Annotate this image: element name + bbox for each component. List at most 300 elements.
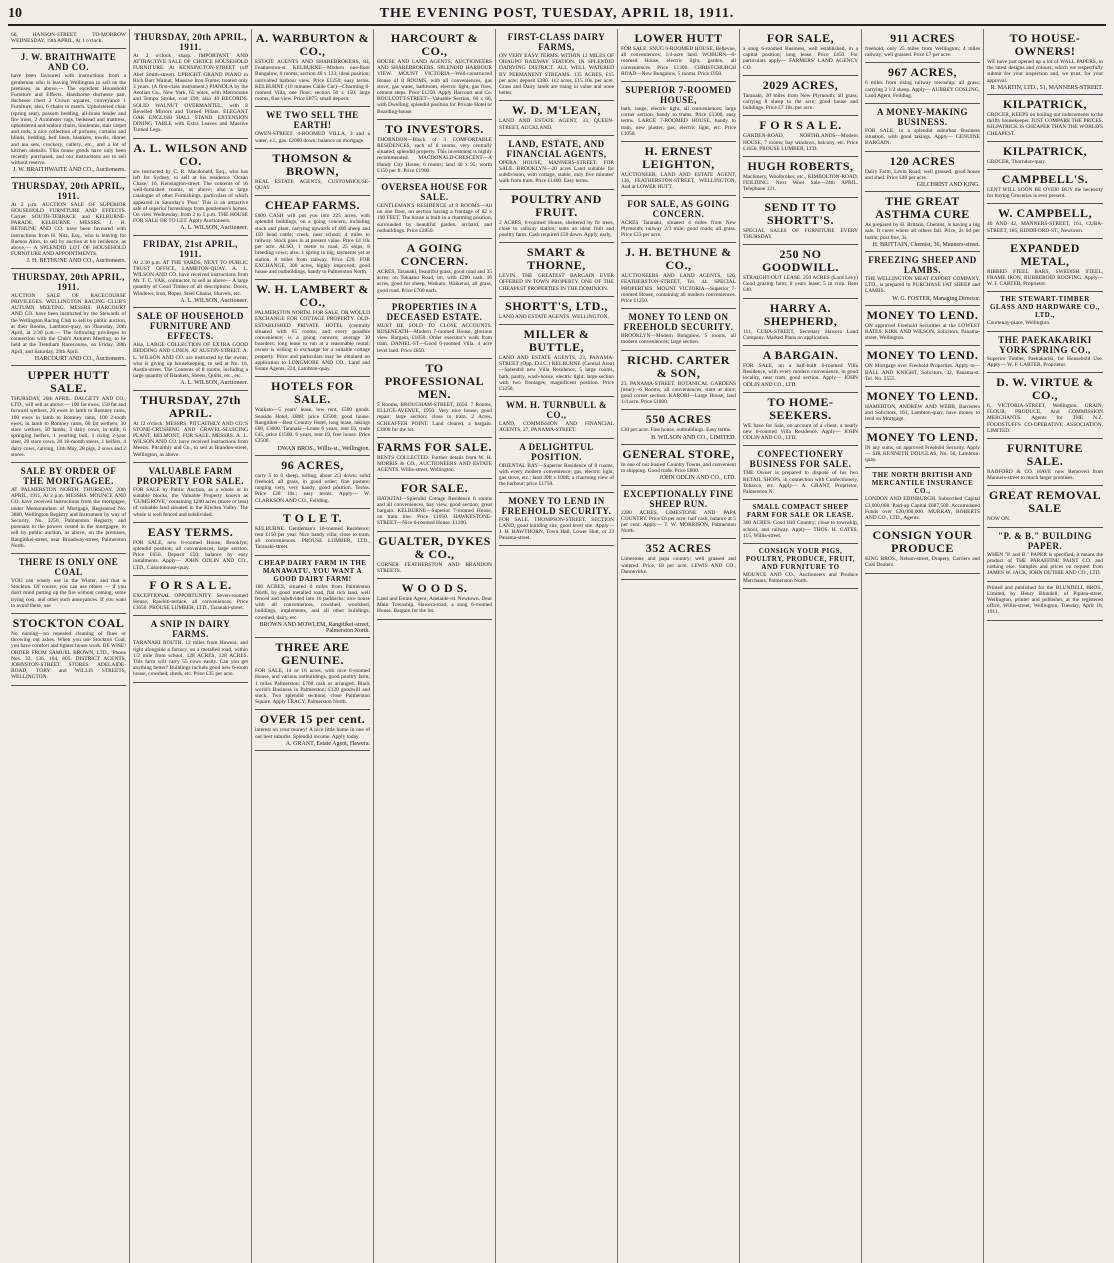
ad-body: ACRES Taranaki, situated 4 miles from New Plymouth; railway 2/3 mile; good roads; all grass. Price £23 per acre. — [621, 219, 736, 239]
ad-body: RENTS COLLECTED. Further details from W. H. MORRIS & CO., AUCTIONEERS AND ESTATE AGENTS. Willis-street, Wellington. — [377, 454, 492, 474]
column-3 — [252, 29, 374, 1263]
ad-heading: A BARGAIN. — [762, 348, 839, 363]
ad-heading: EXPANDED METAL, — [1010, 240, 1080, 268]
advertisement — [377, 29, 492, 120]
ad-body: LENT WILL SOON BE OVER! BUY the necessity for buying Groceries is ever present. — [987, 187, 1103, 200]
advertisement — [255, 638, 370, 710]
ad-signature: R. MARTIN, LTD., 51, MANNERS-STREET. — [990, 84, 1103, 91]
ad-body: 180 ACRES, situated 6 miles from Palmerston North, by good metalled road, flat rich land, well fenced and subdivided into 16 paddocks; nice house with all conveniences, cowshed, woolshed, buildings, implements, and all other buildings; cowshed, dairy, etc. — [255, 583, 370, 621]
ad-heading: GENERAL STORE, — [622, 446, 735, 461]
ad-heading: 911 ACRES — [890, 31, 955, 45]
advertisement — [987, 373, 1103, 439]
ad-heading: W. D. M'LEAN, — [511, 103, 602, 118]
ad-heading: 120 ACRES — [889, 153, 956, 168]
ad-heading: VALUABLE FARM PROPERTY FOR SALE. — [136, 465, 245, 486]
ad-body: THE WELLINGTON MEAT EXPORT COMPANY, LTD., is prepared to PURCHASE FAT SHEEP and LAMBS. — [865, 276, 980, 295]
ad-body: THURSDAY, 20th APRIL. DALGETY AND CO., LTD., will sell as above:— 100 fat ewes, 150 fat and forward wethers, 20 ewes in lamb to Romney rams, 100 ewes in lamb to Romney rams, 100 2-tooth ewes, in lamb to Romney rams, 60 fat wethers, 30 store wethers, 50 lambs, 3 dairy cows, in milk, 6 springing heifers, 1 yearling bull, 1 rising 2-year steer, 20 store cows, 20 18-month steers, 1 heifers, 4 dairy cows, calving, 13th May, 28 pigs, 2 sows and 2 stores. — [11, 395, 126, 458]
ad-body: 111, CUBA-STREET, Secretary Hawera Land Company. Marked Plans on application. — [743, 328, 858, 341]
advertisement — [133, 236, 248, 308]
advertisement — [133, 523, 248, 576]
ad-body: £30 per acre. Fine house, outbuildings. Easy terms. — [621, 427, 732, 434]
ad-heading: CHEAP FARMS. — [264, 198, 361, 213]
advertisement — [743, 544, 858, 589]
advertisement — [987, 332, 1103, 373]
ad-body: LAND AND ESTATE AGENTS, WELLINGTON. — [499, 313, 609, 320]
ad-body: LAND AND ESTATE AGENTS, 23, PANAMA-STREET (Opp. D.I.C.) KELBURNE (Central Area)—Splendid new Villa Residence, 5 large rooms, bath, pantry, wash-house, electric light; large section with two frontages; magnificent position. Price £1250. — [499, 355, 614, 393]
ad-heading: STOCKTON COAL — [12, 616, 125, 630]
advertisement — [621, 445, 736, 486]
advertisement — [987, 95, 1103, 142]
column-7 — [740, 29, 862, 1263]
ad-heading: 352 ACRES — [645, 541, 712, 556]
ad-heading: TO HOUSE-OWNERS! — [1009, 31, 1081, 58]
advertisement — [377, 359, 492, 438]
advertisement — [133, 576, 248, 617]
ad-body: At 2 p.m. AUCTION SALE OF SUPERIOR HOUSEHOLD FURNITURE AND EFFECTS. Corner SOUTH-TERRACE and KELBURNE-PARADE, KELBURNE. MESSRS. J. H. BETHUNE AND CO. have been favoured with instructions from H. Nitz, Esq., who is leaving for Buenos Aires, to sell by auction at his residence, as above,— A SPLENDID LOT OF HOUSEHOLD FURNITURE AND APPOINTMENTS. — [11, 201, 126, 258]
advertisement — [11, 614, 126, 686]
advertisement — [11, 269, 126, 366]
ad-signature: H. BRITTAIN, Chemist, 36, Manners-street. — [872, 241, 980, 248]
ad-heading: D. W. VIRTUE & CO., — [996, 375, 1094, 403]
ad-body: HAMERTON, ANDREW AND WEBB, Barristers and Solicitors, 161, Lambton-quay, have money to lend on Mortgage. — [865, 404, 980, 423]
ad-heading: RICHD. CARTER & SON, — [627, 352, 730, 380]
ad-signature: DWAN BROS., Willis-st., Wellington. — [277, 445, 370, 452]
advertisement — [743, 346, 858, 393]
ad-heading: FURNITURE SALE. — [1007, 441, 1083, 469]
ad-body: Also, LARGE COLLECTION OF EXTRA GOOD BEDDING AND LINEN. AT AUSTIN-STREET. A. L. WILSON AND CO. are instructed by the owner, who is giving up housekeeping, to sell at No. 16, Austin-street. The Contents of 8 rooms, including a large quantity of Blankets, Sheets, Quilts, etc., etc. — [133, 342, 248, 380]
ad-body: In one of our busiest Country Towns, and convenient to shipping. Good trade. Price £800. — [621, 461, 736, 475]
ad-signature: A. L. WILSON, Auctioneer. — [180, 297, 248, 304]
ad-heading: SEND IT TO SHORTT'S. — [764, 199, 837, 227]
advertisement — [865, 29, 980, 63]
column-1 — [8, 29, 130, 1263]
ad-heading: F O R S A L E. — [759, 118, 842, 133]
advertisement — [11, 49, 126, 177]
advertisement — [987, 439, 1103, 486]
ad-body: ACRES, Taranaki, beautiful grass, good road and 35 acres: on Tokaanu Road, lot, with £200 cash. 16 acres, good for sheep, Waikato, Waikenui, all grass, good road. Price £700 each. — [377, 269, 492, 294]
ad-body: ESTATE AGENTS AND SHAREBROKERS, 84, Featherston-st. KELBURNE—Modern one-floor Bungalow, 6 rooms; section 40 x 133; ideal position; unrivalled harbour view. Price £1250; easy terms. KELBURNE (10 minutes Cable Car)—Charming 6-roomed Villa, one floor; section 50 x 150; large rooms, fine view. Price £875; small deposit. — [255, 59, 370, 103]
ad-body: 2280 ACRES, LIMESTONE AND PAPA COUNTRY. Price £6 per acre; half cash, balance at 5 per cent. Apply— T. W. MORRISON, Palmerston North. — [621, 509, 736, 535]
ad-body: have been favoured with instructions from a gentleman who is leaving Wellington to sell on the premises, as above,— The excellent Household Furniture and Effects. Handsome duchesse pair, duchesse chest 2 Crown squares, conveyance 1 Furniture; also, 6 chairs to match. Upholstered chair (spring seat), possum bedding, all-brass fender and fire irons, 2 Axminster rugs, bedstead and mattress, upholstered and walnut chairs, linoleums, stair carpet and rods, a nice collection of pictures, curtains and blinds, bedding, bed linen, blankets, towels, dinner and tea sets, crockery, cutlery, etc., and a lot of kitchen utensils. This house goods have only been recently purchased, and our instructions are to sell without reserve. — [11, 73, 126, 167]
ad-body: THE Owner is prepared to dispose of his two RETAIL SHOPS, in connection with Confectionery, Tobacco, etc. Apply— A. GRANT, Proprietor, Palmerston N. — [743, 470, 858, 496]
ad-body: At 12 o'clock. MESSRS. PITCAITHLY AND CO.'S STONE-CRUSHING AND GRAVEL-SLUICING PLANT, BELMONT, FOR SALE. MESSRS. A. L. WILSON AND CO. have received instructions from Messrs. Pitcaithly and Co., to sell at Brandon-street, Wellington, as above. — [133, 420, 248, 458]
ad-heading: UPPER HUTT SALE. — [27, 367, 110, 395]
ad-heading: CONSIGN YOUR PIGS, POULTRY, PRODUCE, FRUIT, AND FURNITURE TO — [745, 546, 856, 571]
ad-body: MOUNCE AND CO., Auctioneers and Produce Merchants, Palmerston North. — [743, 571, 858, 585]
ad-signature: BROWN AND MOWLEM, Rangitikei-street, Palmerston North. — [259, 621, 370, 634]
ad-heading: THURSDAY, 20th APRIL, 1911. — [12, 180, 125, 201]
ad-heading: GUALTER, DYKES & CO., — [378, 533, 491, 561]
advertisement — [499, 29, 614, 101]
advertisement — [11, 463, 126, 554]
advertisement — [377, 239, 492, 299]
ad-body: a snug 6-roomed Business, well established, in a capital position; long lease. Price £450. For particulars apply— FARMERS' LAND AGENCY CO. — [743, 46, 858, 71]
ad-body: ON approved Freehold Securities at the LOWEST RATES. KIRK AND WILSON, Solicitors, Panama-street, Wellington. — [865, 322, 980, 342]
advertisement — [865, 346, 980, 387]
ad-body: RADFORD & CO. HAVE now Removed from Manners-street to much larger premises. — [987, 469, 1103, 482]
advertisement — [743, 157, 858, 198]
ad-body: No nursing—no repeated cleaning of flues or throwing out ashes. When you use Stockton Coal, you have comfort and lighter house work. BE WISE! ORDER FROM SAMUEL BROWN, LTD., 'Phone Nos. 32, 136, 164, 805. DISTRICT AGENTS, JOHNSTON-STREET. STORES: ADELAIDE-ROAD, TORY and WILLIS STREETS, WELLINGTON. — [11, 631, 126, 681]
ad-body: FOR SALE, 14 or 16 acres, with nice 6-roomed House, and various outbuildings, good poultry farm; 1 miles Palmerston; £700 cash or arranged. Black world's Business in Palmerston; £120 goodwill and stock. Two splendid sections, close Palmerston Square. Apply TRACY, Palmerston North. — [255, 668, 370, 706]
ad-body: LAND, COMMISSION AND FINANCIAL AGENTS, 27, PANAMA-STREET. — [499, 421, 614, 434]
advertisement — [621, 309, 736, 350]
ad-heading: KILPATRICK, — [1002, 97, 1088, 112]
ad-heading: SHORTT'S, LTD., — [505, 298, 608, 313]
advertisement — [621, 196, 736, 244]
ad-heading: A SNIP IN DAIRY FARMS. — [150, 619, 231, 640]
advertisement — [11, 554, 126, 614]
advertisement — [133, 391, 248, 463]
ad-heading: MONEY TO LEND. — [866, 429, 979, 444]
ad-heading: FRIDAY, 21st APRIL, 1911. — [143, 238, 238, 259]
ad-body: GARDEN-ROAD, NORTHLANDS—Modern HOUSE, 7 rooms; bay windows, balcony, etc. Price £1650. PROUSE LUMBER, LTD. — [743, 133, 858, 152]
ad-heading: 550 ACRES — [645, 412, 712, 427]
advertisement — [133, 29, 248, 139]
ad-body: RIBBED STEEL BARS, SWEDISH STEEL, FRAME IRON, RUBBEROID ROOFING. Apply— W. F. CARTER, Proprietor. — [987, 268, 1103, 288]
ad-heading: EASY TERMS. — [147, 524, 234, 539]
advertisement — [499, 325, 614, 397]
ad-heading: OVER 15 per cent. — [259, 712, 366, 727]
advertisement — [499, 297, 614, 325]
ad-body: freehold, only 25 miles from Wellington; 4 miles railway; well grassed. Price £7 per acre. — [865, 46, 980, 59]
advertisement — [987, 170, 1103, 204]
ad-body: AUCTIONEER, LAND AND ESTATE AGENT, 136, FEATHERSTON-STREET, WELLINGTON, And at LOWER HUTT. — [621, 172, 736, 191]
ad-body: Superior Timber, Paekakariki, for Household Use. Apply— W. F. CARTER, Proprietor. — [987, 355, 1103, 368]
ad-heading: F O R S A L E. — [149, 577, 232, 592]
ad-body: WHEN "P. and B." PAPER is specified, it means the product of THE PARAFFINE PAINT CO. and nothing else. Samples and prices on request from JAMES W. JACK, JOHN DUTHIE AND CO., LTD. — [987, 551, 1103, 577]
advertisement — [743, 393, 858, 447]
advertisement — [133, 139, 248, 236]
advertisement — [499, 190, 614, 244]
ad-heading: POULTRY AND FRUIT. — [511, 191, 602, 219]
column-2 — [130, 29, 252, 1263]
ad-body: 5 Rooms, BROUGHAM-STREET, £650. 7 Rooms, ELLICE-AVENUE, £950. Very nice house; good repair; large section; close to tram. 2 Acres, SCHEAFFER POINT. Land cleared, a bargain. £1800 for the lot. — [377, 401, 492, 433]
ad-body: interest on your money! A nice little home in one of our best suburbs. Splendid income. Apply today. — [255, 727, 370, 740]
advertisement — [499, 136, 614, 190]
ad-body: BROOKLYN—Modern Bungalow, 5 rooms, all modern conveniences; large section. — [621, 333, 736, 346]
ad-body: Dairy Farm, Levin Road; well grassed; good house and shed. Price £40 per acre. — [865, 168, 980, 181]
ad-heading: OVERSEA HOUSE FOR SALE. — [381, 182, 488, 203]
ad-heading: THE NORTH BRITISH AND MERCANTILE INSURANCE CO., — [871, 471, 974, 496]
ad-heading: SMALL COMPACT SHEEP FARM FOR SALE OR LEASE. — [746, 503, 855, 520]
advertisement — [987, 29, 1103, 95]
advertisement — [11, 29, 126, 49]
ad-signature: A. GRANT, Estate Agent, Hawera. — [285, 740, 370, 747]
advertisement — [499, 439, 614, 493]
advertisement — [987, 292, 1103, 331]
ad-heading: J. H. BETHUNE & CO., — [625, 245, 732, 273]
advertisement — [865, 387, 980, 428]
ad-heading: PROPERTIES IN A DECEASED ESTATE. — [386, 301, 483, 322]
column-8 — [862, 29, 984, 1263]
ad-heading: 967 ACRES, — [887, 65, 957, 80]
ad-body: IN any sums, on approved Freehold Security. Apply— SIR KENNETH DOUGLAS, No. 56, Lambton-quay. — [865, 444, 980, 464]
ad-body: Printed and published for the BLUNDELL BROS., Limited, by Henry Blundell, of Pipitea-street, Wellington, printer and publisher, at the registered office, Willis-street, Wellington, Tuesday, April 18, 1911. — [987, 584, 1103, 616]
advertisement — [865, 192, 980, 252]
ad-body: FOR SALE. SNUG 6-ROOMED HOUSE, Bellevue, all conveniences; 1/4-acre land. WOBURN—6-roomed House, electric light, garden, all conveniences. Price £1300. CHRISTCHURCH ROAD—New Bungalow, 5 rooms. Price £950. — [621, 46, 736, 77]
advertisement — [377, 179, 492, 239]
ad-body: AT PALMERSTON NORTH. THURSDAY, 20th APRIL, 1911. At 2 p.m. MESSRS. MOUNCE AND CO. have received instructions from the mortgagee, under Memorandum of Mortgage, Registered No. 3880, Wellington Registry and Instrument by way of Security, No. 3250, Palmerston Registry, and pursuant to the powers vested in the mortgagee, to sell by public auction, as above, on the premises, Rangitikei-street, near Broadway-street, Palmerston North. — [11, 486, 126, 549]
ad-signature: J. H. BETHUNE AND CO., Auctioneers. — [26, 258, 126, 265]
ad-body: KELBURNE. Gentleman's 10-roomed Residence; rent £150 per year. Nice handy villa; close to tram, all conveniences. PROUSE LUMBER, LTD., Taranaki-street. — [255, 525, 370, 551]
advertisement — [743, 446, 858, 500]
ad-body: PALMERSTON NORTH. FOR SALE, OR WOULD EXCHANGE FOR COTTAGE PROPERTY. OLD-ESTABLISHED PRIVATE HOTEL (centrally situated with 65 rooms, and every possible convenience; is a going concern; average 30 boarders; long lease to run at a reasonable rental; owner is willing to exchange for a suitable cottage property. Price and particulars may be obtained on application to LONGMORE AND CO., Land and Estate Agents, 224, Lambton-quay. — [255, 310, 370, 373]
advertisement — [255, 29, 370, 107]
ad-body: At 2.30 p.m. AT THE YARDS, NEXT TO PUBLIC TRUST OFFICE, LAMBTON-QUAY. A. L. WILSON AND CO. have received instructions from Mr. T. C. VAK, contractor, to sell as above— A large quantity of Good Timber of all descriptions: Doors, Windows, Iron, Ropes, Steel Chains, Shovels, etc. — [133, 259, 248, 297]
ad-heading: SMART & THORNE, — [526, 245, 587, 273]
advertisement — [499, 493, 614, 547]
column-5 — [496, 29, 618, 1263]
ad-body: Taranaki, 20 miles from New Plymouth; all grass, carrying 8 sheep to the acre; good house and buildings. Price £7 10s. per acre. — [743, 92, 858, 112]
ad-body: 6, VICTORIA-STREET, Wellington. GRAIN, FLOUR, PRODUCE, And COMMISSION MERCHANTS. Agents for THE N.Z. FOODSTUFFS CO-OPERATIVE ASSOCIATION, LIMITED. — [987, 403, 1103, 434]
ad-heading: FOR SALE. — [400, 480, 469, 495]
ad-heading: A GOING CONCERN. — [400, 241, 469, 269]
ad-heading: THE STEWART-TIMBER GLASS AND HARDWARE CO., LTD., — [989, 295, 1101, 320]
ad-heading: A. WARBURTON & CO., — [255, 31, 370, 58]
ad-heading: MONEY TO LEND. — [866, 348, 979, 363]
masthead — [8, 6, 1106, 26]
advertisement — [621, 142, 736, 196]
advertisement — [865, 152, 980, 193]
column-9 — [984, 29, 1106, 1263]
ad-heading: A DELIGHTFUL POSITION. — [519, 441, 594, 462]
ad-heading: MONEY TO LEND. — [866, 307, 979, 322]
advertisement — [743, 198, 858, 245]
advertisement — [865, 252, 980, 306]
advertisement — [621, 351, 736, 411]
ad-signature: B. WILSON AND CO., LIMITED. — [651, 434, 736, 441]
ad-heading: HOTELS FOR SALE. — [271, 379, 354, 407]
ad-heading: HARRY A. SHEPHERD, — [763, 300, 838, 328]
ad-heading: FOR SALE, — [766, 31, 835, 45]
advertisement — [255, 556, 370, 639]
advertisement — [743, 116, 858, 157]
ad-body: LONDON AND EDINBURGH. Subscribed Capital £3,000,000. Paid-up Capital £687,500. Accumulated Funds over £20,000,000. MURRAY, ROBERTS AND CO., LTD., Agents. — [865, 496, 980, 521]
ad-body: AUCTIONEERS AND LAND AGENTS, 126, FEATHERSTON-STREET, Tel. 44. SPECIAL PROPERTIES. MOUNT VICTORIA—Superior 7-roomed House, containing all modern conveniences. Price £1250. — [621, 273, 736, 305]
ad-heading: MILLER & BUTTLE, — [523, 327, 590, 355]
advertisement — [499, 243, 614, 297]
ad-signature: A. L. WILSON, Auctioneer. — [180, 225, 248, 232]
ad-heading: TO INVESTORS. — [385, 121, 484, 136]
ad-body: REAL ESTATE AGENTS, CUSTOMHOUSE-QUAY. — [255, 178, 370, 192]
advertisement — [377, 579, 492, 620]
advertisement — [255, 377, 370, 455]
ad-heading: W. CAMPBELL, — [998, 206, 1092, 221]
ad-body: GENTLEMAN'S RESIDENCE of 9 ROOMS—All on one floor, on section having a frontage of 82 x 190 FEET. The house is built in a charming position, surrounded by beautiful garden, orchard, and outbuildings. Price £2850. — [377, 203, 492, 234]
advertisement — [377, 438, 492, 479]
advertisement — [987, 142, 1103, 170]
ad-body: THORNDON—Block of 3 COMFORTABLE RESIDENCES, each of 8 rooms, very centrally situated; splendid property. This investment is highly recommended. MACDONALD-CRESCENT—A Handy City House, 6 rooms; land 40 x 95; worth £150 per ft. Price £1900. — [377, 136, 492, 174]
advertisement — [743, 76, 858, 117]
ad-heading: GREAT REMOVAL SALE — [988, 488, 1102, 516]
ad-heading: EXCEPTIONALLY FINE SHEEP RUN. — [623, 488, 734, 509]
ad-heading: TO HOME-SEEKERS. — [767, 394, 834, 422]
advertisement — [865, 428, 980, 469]
ad-body: 23, PANAMA-STREET. BOTANICAL GARDENS (near)—6 Rooms, all conveniences, tram at door; good corner section. KARORI—Large House, land 1/4 acre. Price £1000. — [621, 380, 736, 406]
ad-body: MUST BE SOLD TO CLOSE ACCOUNTS. ROSENEATH—Modern 7-roomed House, glorious view. Bargain, £1850. Order executor's walk from tram. DANIEL-ST—Good 6-roomed Villa. 4 acre level land. Price £850. — [377, 322, 492, 354]
ad-body: ON VERY EASY TERMS. WITHIN 12 MILES OF OHAUPO RAILWAY STATION. IN SPLENDID DAIRYING DISTRICT. ALL WELL WATERED BY PERMANENT STREAMS. 135 ACRES, £15 per acre; deposit £300. 112 acres, £15 10s. per acre. Grass and Dairy lands are rising in value and none better. — [499, 53, 614, 97]
ad-body: At 2 o'clock sharp. IMPORTANT AND ATTRACTIVE SALE OF CHOICE HOUSEHOLD FURNITURE. At KENSINGTON-STREET (off Abel Smith-street). UPRIGHT GRAND PIANO in Rich Burr Walnut, Massive Iron Frame; treated only 3 years. (A first-class instrument.) PIANOLA by the Aeolian Co., New York, 65 notes, with Metronome and Tempo Stroke, cost £90; also 40 RECORDS. SOLID WALNUT OVERMANTEL, with 8 Bevelled Mirrors and Turned Pillars. ELEGANT OAK ENGLISH HALL STAND. EXTENSION DINING TABLE with Extra Leaves and Massive Turned Legs. — [133, 53, 248, 134]
ad-body: HATAITAI—Splendid Cottage Residence 6 rooms and all conveniences, bay view, good section; great bargain. KELBURNE—Superior 7-roomed House, on tram line. Price £1050. HAWKESTONE-STREET—Nice 6-roomed House. £1200. — [377, 495, 492, 527]
advertisement — [743, 299, 858, 346]
ad-signature: GILCHRIST AND KING. — [916, 182, 980, 189]
ad-heading: THURSDAY, 20th APRIL, 1911. — [12, 271, 125, 292]
advertisement — [865, 63, 980, 104]
ad-signature: HARCOURT AND CO., Auctioneers. — [34, 355, 126, 362]
advertisement — [499, 397, 614, 438]
ad-body: FOR SALE, in a splendid suburban Business situation, with good takings. Apply— GENUINE BARGAIN. — [865, 128, 980, 147]
advertisement — [865, 306, 980, 347]
ad-heading: CONSIGN YOUR PRODUCE — [872, 528, 973, 556]
page-number: 10 — [8, 6, 22, 21]
ad-heading: LOWER HUTT — [634, 31, 723, 45]
ad-heading: A MONEY-MAKING BUSINESS. — [877, 107, 968, 128]
ad-body: SPECIAL SALES OF FURNITURE EVERY THURSDAY. — [743, 227, 858, 240]
ad-heading: SALE OF HOUSEHOLD FURNITURE AND EFFECTS. — [137, 311, 244, 342]
ad-body: Machinery, Woolbroker, etc., KIMBOLTON-ROAD, FEILDING. Next Wool Sale—24th APRIL. Telephone 121. — [743, 174, 858, 193]
ad-heading: J. W. BRAITHWAITE AND CO. — [20, 52, 117, 73]
ad-signature: A. L. WILSON, Auctioneer. — [180, 380, 248, 387]
ad-body: ORIENTAL BAY—Superior Residence of 8 rooms, with every modern convenience; gas, electric light, gas stove, etc.; land 30ft x 100ft; a charming view of the harbour; price £1750. — [499, 462, 614, 488]
ad-body: YOU can wisely use in the Winter, and that is Stockton. Of course, you can use others — if you don't mind putting up the fire without coming, some trying cost, and other such annoyances. If you want to avoid these, use — [11, 577, 126, 609]
advertisement — [255, 149, 370, 196]
ad-body: 2 ACRES, 6-roomed House, sheltered by fir trees, close to railway station; suits an ideal fruit and poultry farm. Cash required £50 down. Apply, early, — [499, 219, 614, 239]
ad-heading: HUGH ROBERTS, — [747, 159, 854, 174]
ad-body: FOR SALE, THOMPSON-STREET. SECTION LAND, good building site, good level site. Apply— J. H. HAWTHORN, Town Hall, Lower Hutt, or 23 Panama-street. — [499, 516, 614, 542]
advertisement — [865, 468, 980, 526]
ad-body: are instructed by C. R. Macdonald, Esq., who has left for Sydney, to sell at his residence 'Ocean Chase,' 16, Kensington-street. The contents of 16 well-furnished rooms, as above; also a large catalogue of other Furnishings, particulars of which appeared in Saturday's 'Post.' This is an attractive sale of superior furnishings from gentlemen's homes. On view Wednesday, from 2 to 5 p.m. THE HOUSE FOR SALE OR TO LET. Apply Auctioneers. — [133, 168, 248, 225]
ad-heading: "P. & B." BUILDING PAPER. — [998, 530, 1092, 551]
ad-heading: SUPERIOR 7-ROOMED HOUSE, — [625, 85, 732, 106]
ad-heading: SALE BY ORDER OF THE MORTGAGEE. — [20, 465, 117, 486]
ad-body: LAND AND ESTATE AGENT, 33, QUEEN-STREET, AUCKLAND. — [499, 118, 614, 131]
ad-body: FOR SALE, new 6-roomed House, Brooklyn; splendid position; all conveniences; large section. Price £650. Deposit £50; balance by easy instalments. Apply— JOHN ODLIN AND CO., LTD., Customhouse-quay. — [133, 539, 248, 571]
masthead-title: THE EVENING POST, TUESDAY, APRIL 18, 1911. — [379, 6, 735, 21]
ad-body: KING BROS., Nelson-street, Drapery, Carriers and Coal Dealers. — [865, 556, 980, 569]
ad-body: 40 AND 42, MANNERS-STREET, 161, CUBA-STREET, 185, RIDDIFORD-ST., Newtown. — [987, 221, 1103, 234]
advertisement — [11, 178, 126, 269]
ad-body: 6 miles from rising railway township; all grass; carrying 2 1/2 sheep. Apply— AUBREY GOSLING, Land Agent, Feilding. — [865, 80, 980, 99]
ad-body: carry 5 to 6 sheep, rolling, about 2/3 down; solid freehold, all grass, in good order; fine pasture; ranging very, very handy, good position. Terms. Price £28 10s.; easy terms. Apply— W. CLARKSON AND CO., Feilding. — [255, 472, 370, 504]
ad-body: Waikato—5 years' lease, low rent, £500 goods. Seaside Hotel, £800; price £3500; good house. Rangitikei—Best Country Hotel, long lease, takings £80, £3000. Taranaki—Lease 6 years, rent £6, trade £45, price £1500. 6 years, rent £9, free house. Price £2500. — [255, 407, 370, 445]
advertisement — [255, 710, 370, 751]
ad-heading: THERE IS ONLY ONE COAL — [18, 556, 119, 577]
ad-body: OPERA HOUSE, MANNERS-STREET. FOR SALE. BROOKLYN—20 acres Land suitable for subdivision, with cottage, stable, only five minutes' walk from tram. Price £1400. Easy terms. — [499, 159, 614, 185]
ad-body: FOR SALE, on a half-built 6-roomed Villa Residence, with every modern convenience, in good locality, near tram; good section. Apply— JOHN ODLIN AND CO., LTD. — [743, 363, 858, 388]
ad-body: Courtenay-place, Wellington. — [987, 320, 1051, 327]
advertisement — [255, 196, 370, 280]
ad-body: GROCER, Thorndon-quay. — [987, 158, 1046, 165]
ad-body: 66, HANSON-STREET. TO-MORROW WEDNESDAY, 19th APRIL, At 1 o'clock. — [11, 32, 126, 45]
advertisement — [621, 243, 736, 309]
advertisement — [621, 29, 736, 82]
ad-heading: A. L. WILSON AND CO. — [133, 140, 248, 168]
ad-heading: MONEY TO LEND. — [866, 389, 979, 404]
advertisement — [865, 526, 980, 573]
ad-body: £600 CASH will put you into 225 acres, with splendid buildings, on a going concern, including stock and plant, carrying upwards of 400 sheep and 150 head cattle; creek, near school; 4 miles to railway. Stock goes in at present value. Price £4 10s per acre. ALSO, 1 metre to road, 25 ships, 8 breeding cows; also, 1 spring in big, tayments yet at station. 8 miles from railway, Price £20. FOR EXCHANGE, 300 acres, highly improved; good house and outbuildings, handy to Palmerston North. — [255, 213, 370, 276]
ad-body: As prepared by H. Brittain, Chemist, is having a big sale. It cures where all others fail. Price, 2s 6d per bottle; post free, 3s. — [865, 222, 980, 241]
ad-heading: THURSDAY, 27th APRIL. — [140, 392, 241, 420]
ad-body: TARANAKI ROUTH. 12 miles from Hawera, and right alongside a factory, on a metalled road, within 1/2 mile from school. 128 ACRES, 128 ACRES. This farm will carry 55 cows easily. Can you get anything better? Buildings include good new 6-room house, cowshed, sheds, etc. Price £35 per acre. — [133, 640, 248, 678]
ad-heading: W O O D S. — [401, 580, 468, 595]
ad-heading: 250 NO GOODWILL. — [762, 247, 839, 275]
ad-heading: CAMPBELL'S. — [1001, 172, 1089, 187]
advertisement — [743, 245, 858, 299]
advertisement — [255, 107, 370, 148]
advertisement — [987, 204, 1103, 238]
advertisement — [621, 486, 736, 540]
ad-heading: FARMS FOR SALE. — [377, 439, 492, 454]
advertisement — [255, 509, 370, 556]
ad-heading: 96 ACRES, — [281, 457, 344, 472]
ad-body: WE have just opened up a lot of WALL PAPERS, in the latest designs and colours, which we respectfully submit for your inspection and, we trust, for your approval. — [987, 59, 1103, 84]
ad-heading: H. ERNEST LEIGHTON, — [642, 144, 715, 172]
ad-heading: MONEY TO LEND ON FREEHOLD SECURITY. — [623, 312, 734, 333]
ad-heading: CHEAP DAIRY FARM IN THE MANAWATU. YOU WANT A GOOD DAIRY FARM! — [258, 558, 367, 583]
ad-heading: THOMSON & BROWN, — [272, 150, 353, 178]
advertisement — [743, 29, 858, 76]
advertisement — [133, 308, 248, 390]
ad-heading: THREE ARE GENUINE. — [275, 640, 350, 668]
column-6 — [618, 29, 740, 1263]
ad-heading: MONEY TO LEND IN FREEHOLD SECURITY. — [501, 495, 612, 516]
advertisement — [377, 479, 492, 532]
ad-body: 300 ACRES. Good Hill Country; close to township, school, and railway. Apply— THOS. H. GATES, 115, Willis-street. — [743, 520, 858, 539]
ad-heading: LAND, ESTATE, AND FINANCIAL AGENTS, — [506, 138, 607, 159]
ad-signature: W. G. FOSTER, Managing Director. — [892, 295, 980, 302]
ad-signature: J. W. BRAITHWAITE AND CO., Auctioneers. — [13, 167, 126, 174]
ad-heading: WE TWO SELL THE EARTH! — [266, 110, 359, 131]
advertisement — [987, 582, 1103, 621]
ad-heading: THE PAEKAKARIKI YORK SPRING CO., — [998, 334, 1092, 355]
ad-signature: JOHN ODLIN AND CO., LTD. — [659, 475, 736, 482]
ad-heading: W. H. LAMBERT & CO., — [256, 282, 369, 310]
ad-body: OWEN-STREET. 4-ROOMED VILLA, 3 and a water, e.l., gas. £2000 down; balance on mortgage. — [255, 131, 370, 144]
advertisement — [377, 532, 492, 579]
ad-body: bath, range, electric light, all conveniences; large corner section, handy to trams. Price £1300, easy terms. LARGE 7-ROOMED HOUSE, handy to tram, new plaster, gas, electric light, etc. Price £1050. — [621, 106, 736, 137]
ad-body: NOW ON. — [987, 516, 1011, 523]
advertisement — [499, 101, 614, 135]
ad-heading: HARCOURT & CO., — [390, 31, 479, 58]
advertisement — [987, 239, 1103, 293]
ad-heading: CONFECTIONERY BUSINESS FOR SALE. — [749, 449, 852, 470]
ad-heading: TO PROFESSIONAL MEN. — [384, 360, 485, 401]
ad-heading: THE GREAT ASTHMA CURE — [875, 194, 970, 222]
advertisement — [621, 82, 736, 142]
ad-body: Land and Estate Agent, Adelaide-rd. Newtown. Dear Main Township, Hawera-road, a snug 6-roomed House. Bargain for the lot. — [377, 595, 492, 615]
ad-heading: FREEZING SHEEP AND LAMBS. — [868, 255, 977, 276]
advertisement — [377, 299, 492, 359]
advertisement — [11, 366, 126, 463]
ad-body: STRAIGHT-OUT LEASE. 250 ACRES (Lord Levy) Good grazing farm; 8 years lease; 5 in crop. Rent £40. — [743, 275, 858, 294]
advertisement — [865, 104, 980, 152]
ad-body: FOR SALE by Public Auction, as a whole or in suitable blocks, the Valuable Property known as 'GUMGROVE,' containing 1200 acres (more or less) of valuable land situated in the Kiwitea Valley. The whole is well fenced and subdivided. — [133, 486, 248, 518]
ad-heading: FOR SALE, AS GOING CONCERN. — [627, 198, 730, 219]
ad-body: AUCTION SALE OF RACECOURSE PRIVILEGES. WELLINGTON RACING CLUB'S AUTUMN MEETING. MESSRS. HARCOURT AND CO. have been instructed by the Stewards of the Wellington Racing Club to sell by public auction, at their Rooms, Lambton-quay, on Thursday, 20th April, at 2.30 p.m.— The following privileges in connection with the Club's Autumn Meeting, to be held at the Trentham Racecourse, on Friday, 28th April, and Saturday, 29th April. — [11, 292, 126, 355]
advertisement — [987, 528, 1103, 582]
ad-body: WE have for Sale, on account of a client, a nearly new 6-roomed Villa Residence. Apply— JOHN ODLIN AND CO., LTD. — [743, 422, 858, 442]
ad-heading: T O L E T. — [282, 510, 343, 525]
ad-body: LEVIN. THE GREATEST BARGAIN EVER OFFERED IN TOWN PROPERTY. ONE OF THE CHEAPEST PROPERTIES IN THE DOMINION. — [499, 273, 614, 292]
ad-body: ON Mortgage over Freehold Properties. Apply to— BALL AND KNIGHT, Solicitors, 32, Panama-st. Tel. No. 2555. — [865, 363, 980, 382]
column-grid — [8, 29, 1106, 1263]
advertisement — [255, 280, 370, 377]
ad-heading: THURSDAY, 20th APRIL, 1911. — [134, 32, 247, 52]
ad-body: GROCER, KEEPS on hoiling out inducements to the thrifty housekeeper. JUST COMPARE THE PRICES. KILPATRICK IS CHEAPER THAN THE WORLD'S CHEAPEST. — [987, 112, 1103, 137]
ad-heading: FIRST-CLASS DAIRY FARMS, — [507, 32, 606, 52]
advertisement — [133, 463, 248, 523]
advertisement — [133, 616, 248, 682]
